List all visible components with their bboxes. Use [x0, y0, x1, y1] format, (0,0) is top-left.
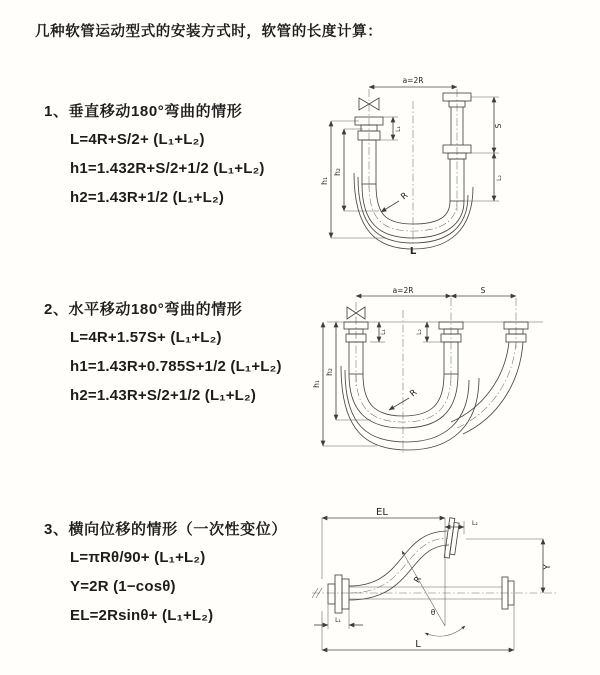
- label-y: Y: [543, 564, 553, 570]
- dimension-h1: [312, 322, 377, 446]
- flange-left: [328, 575, 349, 613]
- dimension-l2: [445, 520, 478, 534]
- label-s: S: [480, 286, 486, 295]
- label-l2: L₂: [496, 175, 503, 181]
- label-r: R: [412, 574, 425, 586]
- label-l1: L₁: [335, 617, 341, 624]
- label-l1: L₁: [395, 126, 402, 132]
- label-l: L: [409, 246, 417, 256]
- dimension-l2: [494, 153, 503, 201]
- section-3-formula-Y: Y=2R (1−cosθ): [70, 578, 176, 595]
- label-r: R: [399, 190, 411, 203]
- dimension-a2r: [369, 76, 457, 87]
- section-2-formula-L: L=4R+1.57S+ (L₁+L₂): [70, 329, 222, 346]
- label-h1: h₁: [312, 380, 321, 388]
- page-title: 几种软管运动型式的安装方式时，软管的长度计算：: [35, 24, 383, 40]
- section-3-formula-EL: EL=2Rsinθ+ (L₁+L₂): [70, 607, 214, 624]
- diagram-horizontal-180-bend: [311, 282, 597, 462]
- label-l: L: [415, 639, 421, 650]
- section-1-formula-L: L=4R+S/2+ (L₁+L₂): [70, 131, 205, 148]
- section-2-formula-h1: h1=1.43R+0.785S+1/2 (L₁+L₂): [70, 358, 282, 375]
- dimension-h1: [320, 121, 385, 238]
- section-2: [44, 298, 282, 416]
- dimension-s: [451, 286, 516, 296]
- section-3: [44, 518, 287, 636]
- dimension-l2: [416, 322, 442, 342]
- section-1: [44, 100, 265, 218]
- label-r: R: [408, 387, 420, 400]
- dimension-s: [464, 97, 503, 201]
- hose-s-curve: [349, 531, 449, 600]
- section-2-heading: 2、水平移动180°弯曲的情形: [44, 301, 243, 318]
- radius-callout: [389, 388, 419, 410]
- section-1-heading: 1、垂直移动180°弯曲的情形: [44, 103, 243, 120]
- dimension-l: [322, 605, 514, 650]
- section-1-formula-h1: h1=1.432R+S/2+1/2 (L₁+L₂): [70, 160, 265, 177]
- dimension-l1: [370, 322, 387, 342]
- dimension-h2: [325, 322, 371, 420]
- diagram-lateral-displacement: [306, 505, 598, 670]
- label-h1: h₁: [320, 177, 329, 185]
- dimension-l1: [314, 603, 363, 629]
- label-h2: h₂: [325, 368, 334, 376]
- diagram-vertical-180-bend: [317, 71, 533, 256]
- label-s: S: [494, 123, 503, 129]
- section-1-formula-h2: h2=1.43R+1/2 (L₁+L₂): [70, 189, 225, 206]
- section-3-formula-L: L=πRθ/90+ (L₁+L₂): [70, 549, 206, 566]
- dimension-a2r: [356, 286, 451, 296]
- label-a2r: a=2R: [402, 76, 424, 85]
- label-l2: L₂: [416, 329, 423, 335]
- label-l2: L₂: [472, 520, 478, 527]
- label-h2: h₂: [333, 168, 342, 176]
- radius-callout: [381, 191, 410, 212]
- dimension-el: [322, 507, 445, 626]
- angle-construction: [402, 551, 465, 636]
- section-3-heading: 3、横向位移的情形（一次性变位）: [44, 521, 287, 538]
- hose-swung-position: [451, 342, 523, 434]
- label-l1: L₁: [380, 329, 387, 335]
- label-a2r: a=2R: [392, 286, 414, 295]
- hose-u-bend: [341, 366, 479, 450]
- flange-right-upper: [444, 518, 459, 559]
- label-theta: θ: [430, 608, 436, 617]
- dimension-y: [466, 539, 553, 593]
- label-el: EL: [376, 507, 388, 518]
- section-2-formula-h2: h2=1.43R+S/2+1/2 (L₁+L₂): [70, 387, 257, 404]
